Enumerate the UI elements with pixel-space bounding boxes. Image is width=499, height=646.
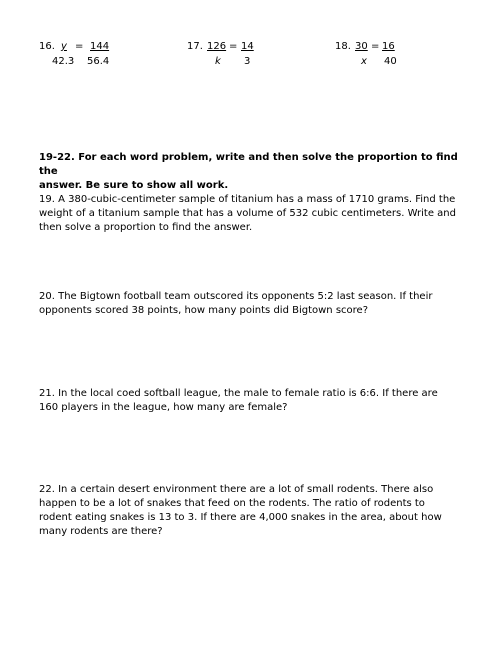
word-problems-block	[39, 151, 459, 235]
denominator-left: 42.3	[52, 56, 75, 67]
numerator-variable: y	[61, 41, 67, 52]
section-heading-line-1: 19-22. For each word problem, write and then solve the proportion to find the	[39, 152, 458, 177]
problem-number: 17.	[187, 41, 203, 52]
denominator-right: 40	[384, 56, 397, 67]
question-20: 20. The Bigtown football team outscored its opponents 5:2 last season. If their opponents scored 38 points, how many points did Bigtown score?	[39, 291, 433, 316]
problem-number: 16.	[39, 41, 55, 52]
numerator-left: 30	[355, 41, 368, 52]
question-22: 22. In a certain desert environment there are a lot of small rodents. There also happen to be a lot of snakes that feed on the rodents. The ratio of rodents to rodent eating snakes is 13 to 3. If there are 4,000 snakes in the area, about how many rodents are there?	[39, 484, 442, 537]
problem-number: 18.	[335, 41, 351, 52]
denominator-right: 3	[244, 56, 251, 67]
numerator-value: 144	[90, 41, 110, 52]
equals-sign: =	[75, 41, 84, 52]
denominator-right: 56.4	[87, 56, 110, 67]
numerator-right: 16	[382, 41, 395, 52]
numerator-right: 14	[241, 41, 254, 52]
question-21: 21. In the local coed softball league, the male to female ratio is 6:6. If there are 160 players in the league, how many are female?	[39, 388, 438, 413]
section-heading-line-2: answer. Be sure to show all work.	[39, 180, 229, 191]
equals-sign: =	[229, 41, 238, 52]
numerator-left: 126	[207, 41, 227, 52]
denominator-variable: k	[215, 56, 221, 67]
denominator-variable: x	[361, 56, 367, 67]
question-19: 19. A 380-cubic-centimeter sample of titanium has a mass of 1710 grams. Find the weight of a titanium sample that has a volume of 532 cubic centimeters. Write and then solve a proportion to find the answer.	[39, 194, 456, 233]
equals-sign: =	[371, 41, 380, 52]
